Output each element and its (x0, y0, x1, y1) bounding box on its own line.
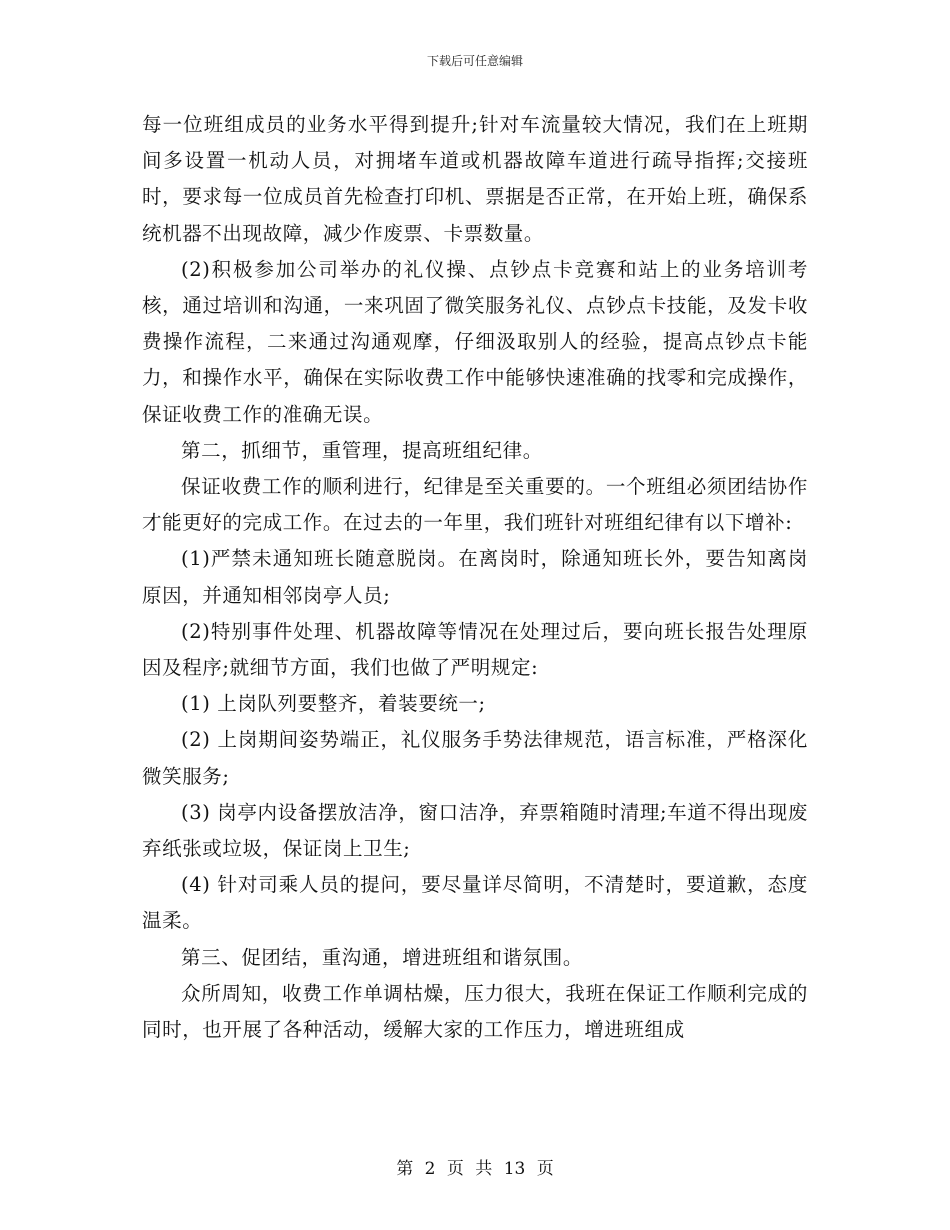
paragraph: (2)积极参加公司举办的礼仪操、点钞点卡竞赛和站上的业务培训考核，通过培训和沟通，一来巩固了微笑服务礼仪、点钞点卡技能，及发卡收费操作流程，二来通过沟通观摩，仔细汲取别人的经验，提高点钞点卡能力，和操作水平，确保在实际收费工作中能够快速准确的找零和完成操作，保证收费工作的准确无误。 (142, 257, 808, 426)
body-text (142, 107, 808, 1048)
list-item: (1) 上岗队列要整齐，着装要统一; (181, 692, 486, 716)
paragraph: 保证收费工作的顺利进行，纪律是至关重要的。一个班组必须团结协作才能更好的完成工作。在过去的一年里，我们班针对班组纪律有以下增补: (142, 475, 808, 535)
list-item: (1)严禁未通知班长随意脱岗。在离岗时，除通知班长外，要告知离岗原因，并通知相邻岗亭人员; (142, 547, 808, 607)
section-heading: 第二，抓细节，重管理，提高班组纪律。 (181, 438, 543, 462)
list-item: (3) 岗亭内设备摆放洁净，窗口洁净，弃票箱随时清理;车道不得出现废弃纸张或垃圾，保证岗上卫生; (142, 800, 808, 861)
list-item: (2) 上岗期间姿势端正，礼仪服务手势法律规范，语言标准，严格深化微笑服务; (142, 728, 808, 788)
list-item: (2)特别事件处理、机器故障等情况在处理过后，要向班长报告处理原因及程序;就细节方面，我们也做了严明规定: (142, 619, 808, 680)
section-heading: 第三、促团结，重沟通，增进班组和谐氛围。 (181, 945, 584, 969)
page-footer: 第 2 页 共 13 页 (396, 1159, 554, 1179)
page-header: 下载后可任意编辑 (426, 54, 523, 68)
list-item: (4) 针对司乘人员的提问，要尽量详尽简明，不清楚时，要道歉，态度温柔。 (142, 873, 808, 933)
paragraph: 每一位班组成员的业务水平得到提升;针对车流量较大情况，我们在上班期间多设置一机动人员，对拥堵车道或机器故障车道进行疏导指挥;交接班时，要求每一位成员首先检查打印机、票据是否正常，在开始上班，确保系统机器不出现故障，减少作废票、卡票数量。 (142, 113, 808, 245)
paragraph: 众所周知，收费工作单调枯燥，压力很大，我班在保证工作顺利完成的同时，也开展了各种活动，缓解大家的工作压力，增进班组成 (142, 981, 808, 1042)
